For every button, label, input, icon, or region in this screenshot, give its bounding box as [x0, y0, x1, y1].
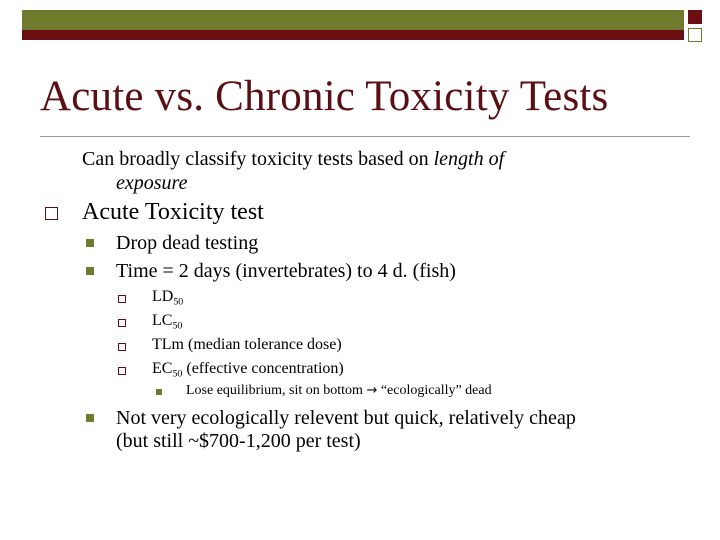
slide-title: Acute vs. Chronic Toxicity Tests — [40, 73, 609, 120]
level3-bullet-icon — [118, 295, 126, 303]
ld50-item — [152, 288, 183, 306]
lose-text-1: Lose equilibrium, sit on bottom — [186, 383, 367, 398]
level1-bullet-icon — [45, 207, 58, 220]
not-very-item-line1: Not very ecologically relevent but quick, relatively cheap — [116, 407, 576, 429]
level3-bullet-icon — [118, 343, 126, 351]
lc-label: LC — [152, 312, 173, 329]
level2-bullet-icon — [86, 414, 94, 422]
drop-dead-item: Drop dead testing — [116, 232, 259, 254]
ec-label: EC — [152, 360, 173, 377]
intro-line — [82, 147, 504, 171]
intro-emphasis-1: length of — [433, 148, 505, 170]
not-very-item-line2: (but still ~$700-1,200 per test) — [116, 430, 361, 452]
level2-bullet-icon — [86, 239, 94, 247]
lose-equilibrium-item — [186, 383, 492, 399]
level4-bullet-icon — [156, 389, 162, 395]
intro-emphasis-2: exposure — [116, 172, 188, 194]
ec-rest: (effective concentration) — [182, 360, 344, 377]
right-arrow-icon: → — [366, 383, 378, 398]
ld-label: LD — [152, 288, 174, 305]
acute-heading: Acute Toxicity test — [82, 199, 264, 225]
level3-bullet-icon — [118, 319, 126, 327]
level2-bullet-icon — [86, 267, 94, 275]
lc50-item — [152, 312, 182, 330]
ld-subscript: 50 — [173, 296, 184, 308]
ec-subscript: 50 — [172, 368, 183, 380]
intro-text: Can broadly classify toxicity tests based on — [82, 148, 434, 170]
lc-subscript: 50 — [172, 320, 183, 332]
time-item: Time = 2 days (invertebrates) to 4 d. (fish) — [116, 260, 456, 282]
ec50-item — [152, 360, 344, 378]
tlm-item: TLm (median tolerance dose) — [152, 336, 342, 353]
level3-bullet-icon — [118, 367, 126, 375]
lose-text-2: “ecologically” dead — [377, 383, 492, 398]
